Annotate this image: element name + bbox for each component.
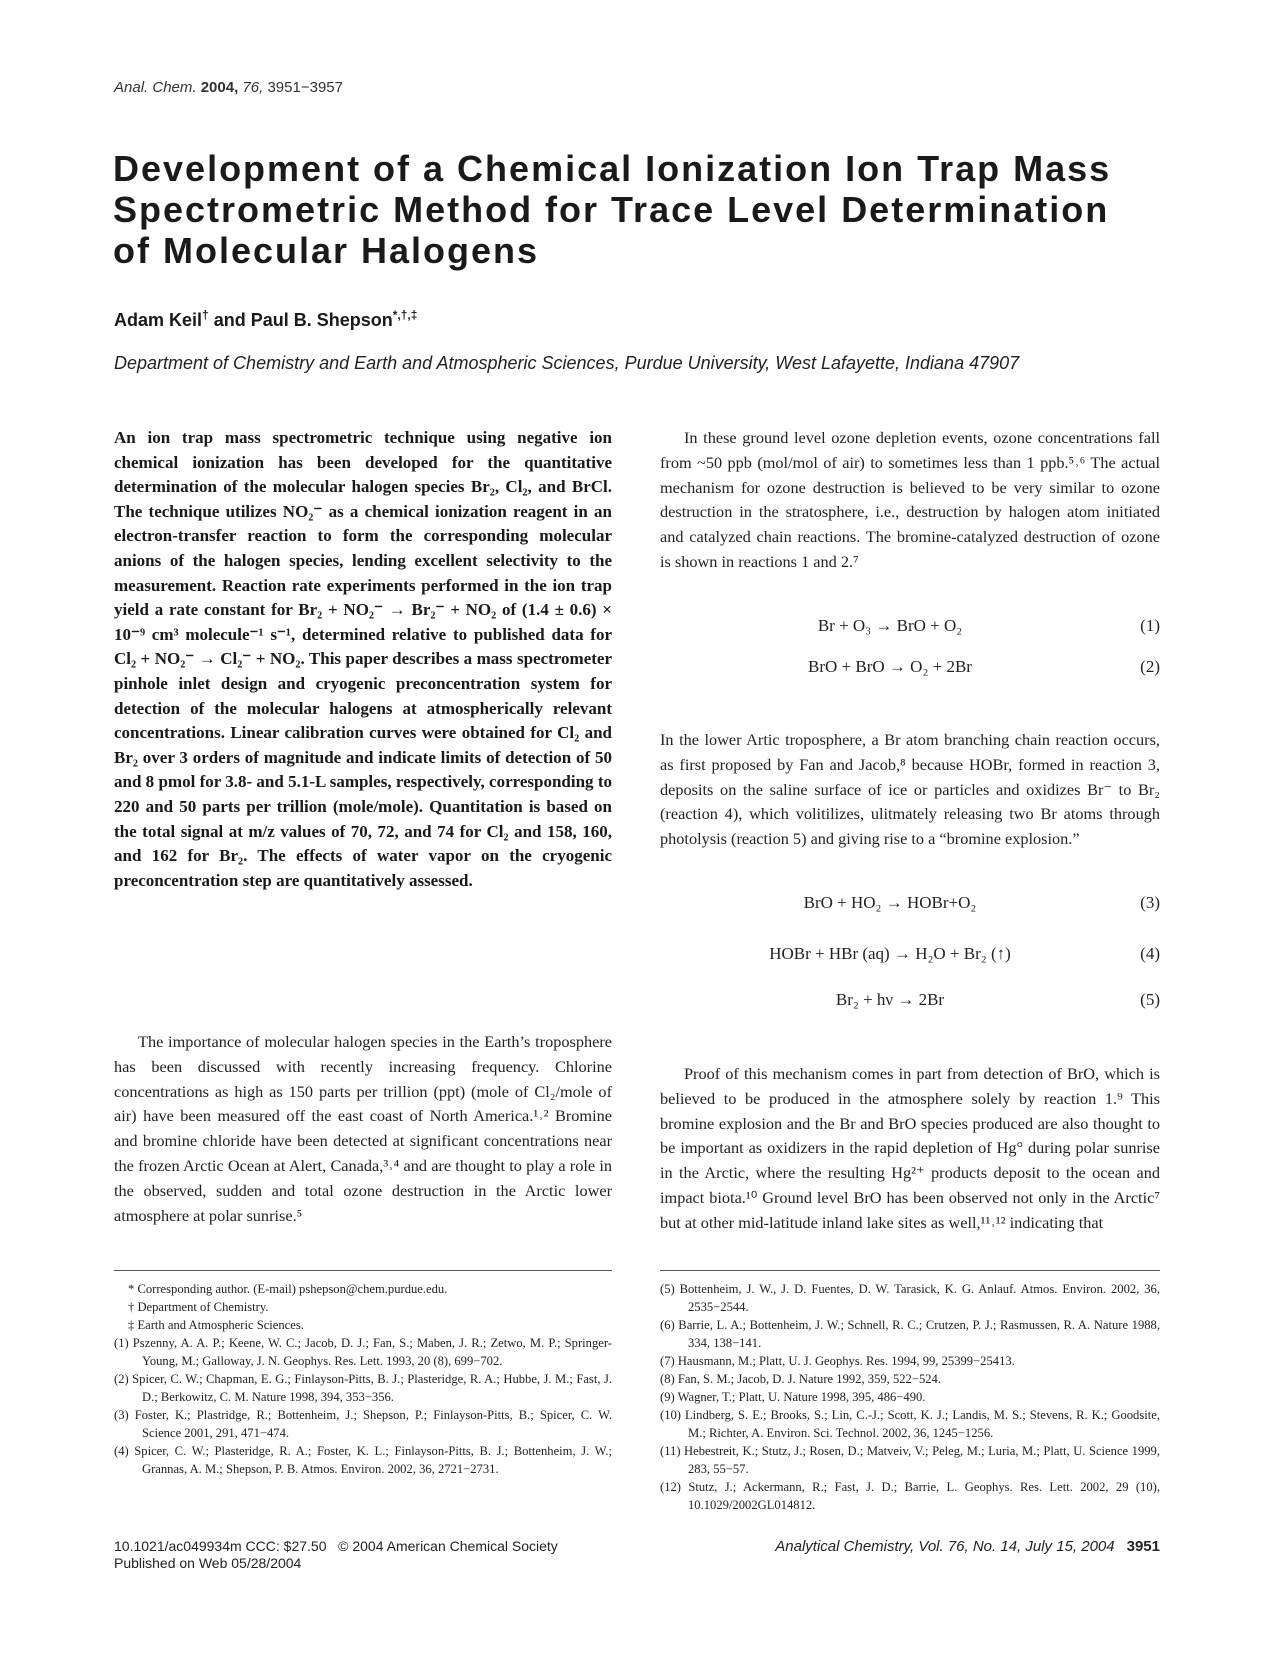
doi-footer (114, 1538, 558, 1572)
reference-item: (10) Lindberg, S. E.; Brooks, S.; Lin, C.-J.; Scott, K. J.; Landis, M. S.; Stevens, R. K.; Goodsite, M.; Richter, A. Environ. Sci. Technol. 2002, 36, 1245−1256. (660, 1408, 1160, 1440)
footnote-dept-eas: ‡ Earth and Atmospheric Sciences. (128, 1318, 304, 1332)
journal-year: 2004, (200, 79, 239, 96)
body-paragraph-ozone: In these ground level ozone depletion events, ozone concentrations fall from ~50 ppb (mol/mol of air) to sometimes less than 1 ppb.⁵˒⁶ The actual mechanism for ozone destruction is believed to be very similar to ozone destruction in the stratosphere, i.e., destruction by halogen atom initiated and catalyzed chain reactions. The bromine-catalyzed destruction of ozone is shown in reactions 1 and 2.⁷ (660, 428, 1160, 571)
reference-item: (4) Spicer, C. W.; Plasteridge, R. A.; Foster, K. L.; Finlayson-Pitts, B. J.; Bottenheim, J. W.; Grannas, A. M.; Shepson, P. B. Atmos. Environ. 2002, 36, 2721−2731. (114, 1444, 612, 1476)
footnote-divider-right (660, 1270, 1160, 1271)
equation-number: (5) (1140, 990, 1160, 1009)
journal-issue: Analytical Chemistry, Vol. 76, No. 14, July 15, 2004 (775, 1538, 1115, 1555)
equation-number: (1) (1140, 616, 1160, 635)
equation-4 (660, 944, 1160, 970)
journal-volume: 76, (242, 79, 264, 96)
equation-expression: HOBr + HBr (aq) → H₂O + Br₂ (↑) (769, 944, 1011, 963)
equation-1 (660, 616, 1160, 642)
equation-2 (660, 657, 1160, 683)
footnotes-right (660, 1280, 1160, 1514)
author-keil-affil-mark: † (202, 308, 209, 322)
doi-code: 10.1021/ac049934m CCC: $27.50 (114, 1538, 327, 1554)
body-paragraph-mechanism-proof: Proof of this mechanism comes in part from detection of BrO, which is believed to be produced in the atmosphere solely by reaction 1.⁹ This bromine explosion and the Br and BrO species produced are also thought to be important as oxidizers in the rapid depletion of Hg° during polar sunrise in the Arctic, where the resulting Hg²⁺ products deposit to the ocean and impact biota.¹⁰ Ground level BrO has been observed not only in the Arctic⁷ but at other mid-latitude inland lake sites as well,¹¹˒¹² indicating that (660, 1064, 1160, 1232)
published-date: Published on Web 05/28/2004 (114, 1555, 302, 1571)
reference-item: (9) Wagner, T.; Platt, U. Nature 1998, 395, 486−490. (660, 1390, 926, 1404)
journal-citation (114, 79, 343, 96)
equation-number: (2) (1140, 657, 1160, 676)
footnote-dept-chemistry: † Department of Chemistry. (128, 1300, 269, 1314)
reference-item: (8) Fan, S. M.; Jacob, D. J. Nature 1992, 359, 522−524. (660, 1372, 941, 1386)
page-number: 3951 (1126, 1538, 1160, 1555)
abstract: An ion trap mass spectrometric technique using negative ion chemical ionization has been developed for the quantitative determination of the molecular halogen species Br₂, Cl₂, and BrCl. The technique utilizes NO₂⁻ as a chemical ionization reagent in an electron-transfer reaction to form the corresponding molecular anions of the halogen species, lending excellent selectivity to the measurement. Reaction rate experiments performed in the ion trap yield a rate constant for Br₂ + NO₂⁻ → Br₂⁻ + NO₂ of (1.4 ± 0.6) × 10⁻⁹ cm³ molecule⁻¹ s⁻¹, determined relative to published data for Cl₂ + NO₂⁻ → Cl₂⁻ + NO₂. This paper describes a mass spectrometer pinhole inlet design and cryogenic preconcentration system for detection of the molecular halogens at atmospherically relevant concentrations. Linear calibration curves were obtained for Cl₂ and Br₂ over 3 orders of magnitude and indicate limits of detection of 50 and 8 pmol for 3.8- and 5.1-L samples, respectively, corresponding to 220 and 50 parts per trillion (mole/mole). Quantitation is based on the total signal at m/z values of 70, 72, and 74 for Cl₂ and 158, 160, and 162 for Br₂. The effects of water vapor on the cryogenic preconcentration step are quantitatively assessed. (114, 428, 612, 890)
author-line (114, 308, 417, 331)
reference-item: (12) Stutz, J.; Ackermann, R.; Fast, J. D.; Barrie, L. Geophys. Res. Lett. 2002, 29 (10), 10.1029/2002GL014812. (660, 1480, 1160, 1512)
journal-footer (775, 1538, 1160, 1555)
equation-5 (660, 990, 1160, 1016)
body-paragraph-bromine-explosion: In the lower Artic troposphere, a Br atom branching chain reaction occurs, as first proposed by Fan and Jacob,⁸ because HOBr, formed in reaction 3, deposits on the saline surface of ice or particles and oxidizes Br⁻ to Br₂ (reaction 4), which volitilizes, ulitmately releasing two Br atoms through photolysis (reaction 5) and giving rise to a “bromine explosion.” (660, 730, 1160, 849)
footnote-divider-left (114, 1270, 612, 1271)
footnotes-left (114, 1280, 612, 1478)
reference-item: (1) Pszenny, A. A. P.; Keene, W. C.; Jacob, D. J.; Fan, S.; Maben, J. R.; Zetwo, M. P.; Springer-Young, M.; Galloway, J. N. Geophys. Res. Lett. 1993, 20 (8), 699−702. (114, 1336, 612, 1368)
paper-title: Development of a Chemical Ionization Ion Trap Mass Spectrometric Method for Trace Level Determination of Molecular Halogens (113, 148, 1112, 271)
journal-abbrev: Anal. Chem. (114, 79, 197, 96)
intro-paragraph: The importance of molecular halogen species in the Earth’s troposphere has been discussed with recently increasing frequency. Chlorine concentrations as high as 150 parts per trillion (ppt) (mole of Cl₂/mole of air) have been measured off the east coast of North America.¹˒² Bromine and bromine chloride have been detected at significant concentrations near the frozen Arctic Ocean at Alert, Canada,³˒⁴ and are thought to play a role in the observed, sudden and total ozone destruction in the Arctic lower atmosphere at polar sunrise.⁵ (114, 1032, 612, 1225)
reference-item: (6) Barrie, L. A.; Bottenheim, J. W.; Schnell, R. C.; Crutzen, P. J.; Rasmussen, R. A. Nature 1988, 334, 138−141. (660, 1318, 1160, 1350)
reference-item: (3) Foster, K.; Plastridge, R.; Bottenheim, J.; Shepson, P.; Finlayson-Pitts, B.; Spicer, C. W. Science 2001, 291, 471−474. (114, 1408, 612, 1440)
equation-3 (660, 893, 1160, 919)
author-shepson-affil-mark: *,†,‡ (392, 308, 418, 322)
equation-expression: BrO + HO₂ → HOBr+O₂ (803, 893, 977, 912)
reference-item: (7) Hausmann, M.; Platt, U. J. Geophys. Res. 1994, 99, 25399−25413. (660, 1354, 1015, 1368)
equation-expression: Br + O₃ → BrO + O₂ (817, 616, 963, 635)
author-shepson: and Paul B. Shepson (208, 310, 393, 330)
equation-expression: BrO + BrO → O₂ + 2Br (808, 657, 972, 676)
equation-expression: Br₂ + hν → 2Br (835, 990, 945, 1009)
journal-pages: 3951−3957 (267, 79, 343, 96)
equation-number: (4) (1140, 944, 1160, 963)
copyright: © 2004 American Chemical Society (338, 1538, 558, 1554)
reference-item: (11) Hebestreit, K.; Stutz, J.; Rosen, D.; Matveiv, V.; Peleg, M.; Luria, M.; Platt, U. Science 1999, 283, 55−57. (660, 1444, 1160, 1476)
affiliation: Department of Chemistry and Earth and Atmospheric Sciences, Purdue University, West Lafayette, Indiana 47907 (114, 353, 1020, 373)
reference-item: (2) Spicer, C. W.; Chapman, E. G.; Finlayson-Pitts, B. J.; Plasteridge, R. A.; Hubbe, J. M.; Fast, J. D.; Berkowitz, C. M. Nature 1998, 394, 353−356. (114, 1372, 612, 1404)
reference-item: (5) Bottenheim, J. W., J. D. Fuentes, D. W. Tarasick, K. G. Anlauf. Atmos. Environ. 2002, 36, 2535−2544. (660, 1282, 1160, 1314)
equation-number: (3) (1140, 893, 1160, 912)
author-keil: Adam Keil (114, 310, 203, 330)
footnote-corresponding-author: * Corresponding author. (E-mail) pshepson@chem.purdue.edu. (128, 1282, 448, 1296)
